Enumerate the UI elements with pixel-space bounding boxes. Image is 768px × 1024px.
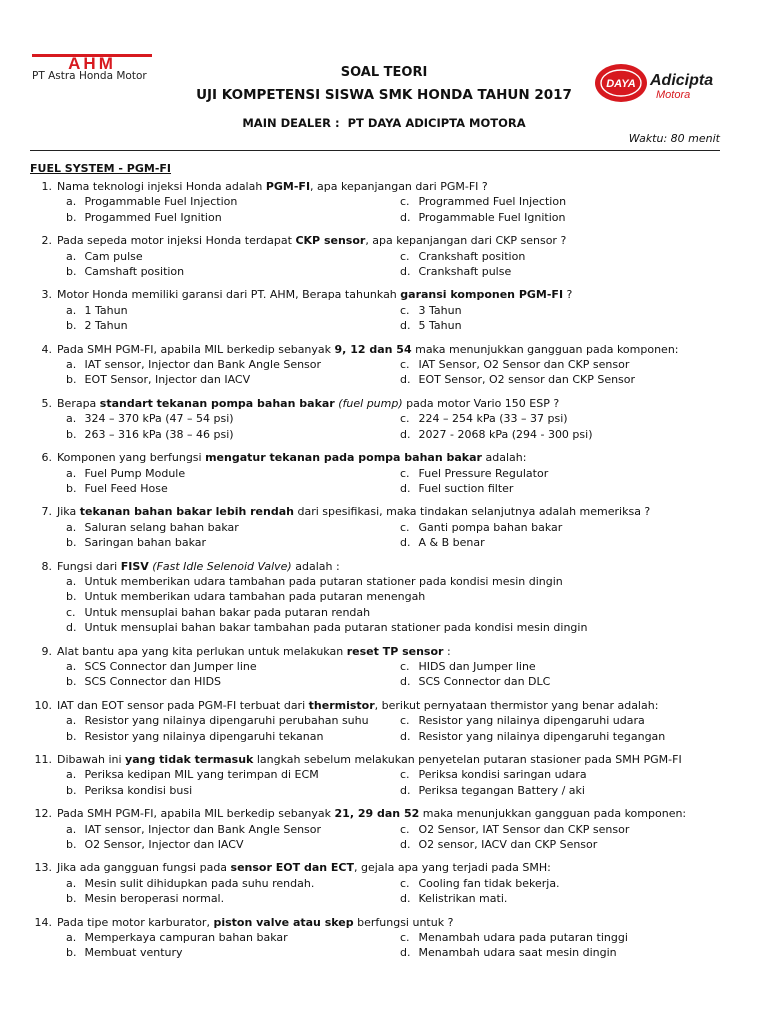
question-segment: Pada tipe motor karburator, [57,915,214,929]
answer-option [400,674,700,689]
question-text [30,504,730,519]
option-letter: b. [66,675,77,689]
question-text [30,287,730,302]
question-segment: maka menunjukkan gangguan pada komponen: [419,807,687,821]
option-letter: b. [66,729,77,743]
option-text: HIDS dan Jumper line [415,659,536,673]
question-text [30,450,730,465]
option-letter: a. [66,659,77,673]
option-text: Memperkaya campuran bahan bakar [81,931,288,945]
question-text [30,233,730,248]
question-number: 1. [41,180,52,193]
answer-option [400,713,700,728]
option-letter: c. [400,659,410,673]
answer-option [400,318,700,333]
question-keyword: reset TP sensor [346,644,444,658]
answer-option [66,520,400,535]
question-item [30,806,730,852]
answer-option [66,589,700,604]
option-letter: c. [400,768,410,782]
question-keyword: thermistor [308,698,375,712]
option-text: Fuel Pressure Regulator [415,466,549,480]
question-segment: berfungsi untuk ? [353,915,454,929]
question-text [30,752,730,767]
option-text: SCS Connector dan Jumper line [81,659,257,673]
option-letter: d. [400,319,411,333]
question-item [30,233,730,279]
question-segment: maka menunjukkan gangguan pada komponen: [411,342,679,356]
answer-options [66,930,730,961]
answer-option [400,535,700,550]
answer-option [66,194,400,209]
answer-option [400,194,700,209]
option-letter: d. [400,481,411,495]
question-segment: Jika ada gangguan fungsi pada [57,861,231,875]
option-letter: a. [66,412,77,426]
option-text: Fuel Pump Module [81,466,186,480]
answer-option [66,605,700,620]
option-text: Camshaft position [81,265,185,279]
ahm-subtitle: PT Astra Honda Motor [32,70,147,82]
question-item [30,396,730,442]
question-item [30,644,730,690]
option-text: Saluran selang bahan bakar [81,520,239,534]
question-segment: adalah: [481,451,527,465]
question-text [30,559,730,574]
answer-option [66,427,400,442]
answer-option [400,767,700,782]
answer-options [66,659,730,690]
option-text: Progammable Fuel Ignition [415,210,566,224]
option-text: Periksa kedipan MIL yang terimpan di ECM [81,768,319,782]
question-italic-term: (fuel pump) [338,396,403,410]
question-segment: , gejala apa yang terjadi pada SMH: [354,861,551,875]
option-text: Resistor yang nilainya dipengaruhi udara [415,714,645,728]
answer-option [66,481,400,496]
option-text: Ganti pompa bahan bakar [415,520,563,534]
question-item [30,860,730,906]
question-keyword: 21, 29 dan 52 [334,807,420,821]
question-number: 8. [41,559,52,573]
option-letter: d. [400,427,411,441]
ahm-logo-text: AHM [68,54,116,73]
option-letter: b. [66,892,77,906]
question-segment: IAT dan EOT sensor pada PGM-FI terbuat dari [57,698,309,712]
option-letter: a. [66,466,77,480]
option-text: O2 Sensor, Injector dan IACV [81,838,244,852]
option-text: IAT Sensor, O2 Sensor dan CKP sensor [415,358,630,372]
option-letter: d. [400,946,411,960]
answer-option [400,210,700,225]
option-letter: c. [400,520,410,534]
question-text [30,179,730,194]
option-text: Periksa kondisi busi [81,783,193,797]
question-keyword: mengatur tekanan pada pompa bahan bakar [205,451,482,465]
answer-option [400,822,700,837]
question-italic-term: (Fast Idle Selenoid Valve) [152,559,292,573]
answer-option [400,427,700,442]
answer-option [66,729,400,744]
option-text: 2027 - 2068 kPa (294 - 300 psi) [415,427,593,441]
answer-option [66,210,400,225]
answer-options [66,303,730,334]
question-segment: Alat bantu apa yang kita perlukan untuk melakukan [57,644,347,658]
option-letter: a. [66,931,77,945]
option-letter: c. [400,303,410,317]
option-letter: b. [66,427,77,441]
question-number: 5. [41,396,52,410]
answer-options [66,357,730,388]
question-text [30,396,730,411]
answer-option [66,837,400,852]
question-segment: , berikut pernyataan thermistor yang benar adalah: [374,698,659,712]
question-number: 11. [34,753,52,766]
option-letter: b. [66,590,77,604]
question-number: 4. [41,342,52,356]
answer-option [66,574,700,589]
answer-options [66,767,730,798]
question-text [30,860,730,875]
option-text: Crankshaft position [415,249,526,263]
option-letter: d. [66,621,77,635]
option-text: Crankshaft pulse [415,265,512,279]
answer-option [66,822,400,837]
answer-option [400,264,700,279]
option-letter: b. [66,838,77,852]
option-text: Mesin beroperasi normal. [81,892,225,906]
answer-option [400,411,700,426]
motora-logo-text: Motora [656,89,691,101]
option-text: Untuk memberikan udara tambahan pada putaran menengah [81,590,426,604]
answer-option [66,372,400,387]
answer-options [66,411,730,442]
question-keyword: garansi komponen PGM-FI [400,288,564,302]
answer-option [66,674,400,689]
option-text: Fuel suction filter [415,481,514,495]
answer-option [66,264,400,279]
question-keyword: tekanan bahan bakar lebih rendah [79,505,294,519]
question-keyword: sensor EOT dan ECT [230,861,354,875]
answer-options [66,574,730,636]
option-letter: c. [400,249,410,263]
option-letter: b. [66,210,77,224]
question-keyword: CKP sensor [295,234,366,248]
option-text: 5 Tahun [415,319,462,333]
answer-option [66,876,400,891]
question-segment: , apa kepanjangan dari PGM-FI ? [310,180,488,193]
question-text [30,806,730,821]
question-item [30,915,730,961]
option-letter: d. [400,210,411,224]
answer-option [66,713,400,728]
question-keyword: 9, 12 dan 54 [334,342,412,356]
option-text: Kelistrikan mati. [415,892,508,906]
question-number: 14. [34,915,52,929]
option-letter: b. [66,481,77,495]
option-letter: d. [400,675,411,689]
option-text: 3 Tahun [415,303,462,317]
question-number: 3. [41,288,52,302]
question-keyword: yang tidak termasuk [125,753,254,766]
option-text: Saringan bahan bakar [81,536,207,550]
question-number: 6. [41,451,52,465]
option-letter: a. [66,358,77,372]
answer-option [66,945,400,960]
option-letter: a. [66,195,77,209]
question-text [30,915,730,930]
option-letter: c. [400,714,410,728]
main-dealer-value: PT DAYA ADICIPTA MOTORA [347,116,526,130]
question-number: 13. [34,861,52,875]
question-segment: adalah : [291,559,340,573]
option-text: Progammable Fuel Injection [81,195,238,209]
option-text: Resistor yang nilainya dipengaruhi tegangan [415,729,666,743]
question-item [30,450,730,496]
option-text: Cooling fan tidak bekerja. [415,876,560,890]
question-segment: Dibawah ini [57,753,126,766]
option-text: O2 Sensor, IAT Sensor dan CKP sensor [415,822,630,836]
answer-option [66,411,400,426]
header-divider [30,150,720,151]
section-title: FUEL SYSTEM - PGM-FI [30,162,172,175]
option-text: IAT sensor, Injector dan Bank Angle Sensor [81,822,322,836]
option-text: 263 – 316 kPa (38 – 46 psi) [81,427,234,441]
answer-option [400,876,700,891]
time-limit: Waktu: 80 menit [628,132,720,145]
answer-option [66,535,400,550]
option-text: EOT Sensor, O2 sensor dan CKP Sensor [415,373,636,387]
option-text: SCS Connector dan HIDS [81,675,222,689]
option-text: EOT Sensor, Injector dan IACV [81,373,251,387]
answer-option [400,930,700,945]
option-text: Menambah udara saat mesin dingin [415,946,617,960]
option-text: 324 – 370 kPa (47 – 54 psi) [81,412,234,426]
option-text: Progammed Fuel Ignition [81,210,222,224]
question-item [30,179,730,225]
option-letter: a. [66,768,77,782]
answer-option [66,620,700,635]
question-segment: pada motor Vario 150 ESP ? [402,396,560,410]
option-text: SCS Connector dan DLC [415,675,551,689]
option-text: IAT sensor, Injector dan Bank Angle Sensor [81,358,322,372]
question-list [30,179,730,969]
question-keyword: FISV [120,559,149,573]
option-text: Periksa kondisi saringan udara [415,768,587,782]
option-letter: b. [66,319,77,333]
adicipta-logo-text: Adicipta [650,72,714,89]
option-letter: d. [400,536,411,550]
question-segment: Pada sepeda motor injeksi Honda terdapat [57,234,296,248]
question-segment: Nama teknologi injeksi Honda adalah [57,180,266,193]
question-number: 9. [41,644,52,658]
option-letter: a. [66,574,77,588]
question-segment: Pada SMH PGM-FI, apabila MIL berkedip sebanyak [57,342,335,356]
title-soal-teori: SOAL TEORI [340,65,428,80]
option-text: Resistor yang nilainya dipengaruhi tekanan [81,729,324,743]
option-letter: a. [66,303,77,317]
question-item [30,504,730,550]
option-text: O2 sensor, IACV dan CKP Sensor [415,838,598,852]
question-segment: : [443,644,451,658]
option-text: 1 Tahun [81,303,128,317]
question-segment: langkah sebelum melakukan penyetelan putaran stasioner pada SMH PGM-FI [253,753,682,766]
option-text: Membuat ventury [81,946,183,960]
question-text [30,698,730,713]
answer-option [66,783,400,798]
answer-option [66,303,400,318]
answer-option [66,930,400,945]
option-letter: c. [400,358,410,372]
question-text [30,644,730,659]
answer-options [66,194,730,225]
question-segment: dari spesifikasi, maka tindakan selanjutnya adalah memeriksa ? [293,505,651,519]
question-number: 2. [41,234,52,248]
answer-option [400,945,700,960]
answer-option [400,466,700,481]
answer-option [66,357,400,372]
question-segment: Pada SMH PGM-FI, apabila MIL berkedip sebanyak [57,807,335,821]
answer-option [400,481,700,496]
option-letter: d. [400,265,411,279]
option-letter: b. [66,373,77,387]
answer-option [66,659,400,674]
option-letter: d. [400,838,411,852]
question-item [30,698,730,744]
answer-option [400,372,700,387]
option-letter: c. [400,466,410,480]
option-letter: c. [400,876,410,890]
option-text: Menambah udara pada putaran tinggi [415,931,628,945]
option-letter: d. [400,892,411,906]
option-letter: c. [66,605,76,619]
question-number: 12. [34,807,52,821]
answer-option [66,318,400,333]
question-item [30,559,730,636]
question-item [30,752,730,798]
option-letter: c. [400,931,410,945]
option-letter: c. [400,195,410,209]
option-text: A & B benar [415,536,485,550]
option-text: 2 Tahun [81,319,128,333]
option-letter: d. [400,373,411,387]
option-text: Mesin sulit dihidupkan pada suhu rendah. [81,876,315,890]
question-segment: Jika [57,505,80,519]
option-text: Fuel Feed Hose [81,481,168,495]
main-dealer-label: MAIN DEALER : [242,116,340,130]
option-text: Programmed Fuel Injection [415,195,567,209]
answer-option [66,891,400,906]
answer-option [400,357,700,372]
question-segment: Fungsi dari [57,559,121,573]
option-letter: a. [66,714,77,728]
title-uji-kompetensi: UJI KOMPETENSI SISWA SMK HONDA TAHUN 2017 [196,87,572,103]
question-segment: Motor Honda memiliki garansi dari PT. AHM, Berapa tahunkah [57,288,401,302]
answer-option [400,891,700,906]
option-letter: a. [66,520,77,534]
option-text: Cam pulse [81,249,143,263]
answer-options [66,822,730,853]
option-letter: b. [66,946,77,960]
option-text: Untuk memberikan udara tambahan pada putaran stationer pada kondisi mesin dingin [81,574,563,588]
option-text: Untuk mensuplai bahan bakar tambahan pada putaran stationer pada kondisi mesin dingin [81,621,588,635]
option-letter: d. [400,783,411,797]
question-segment: Berapa [57,396,100,410]
question-segment: , apa kepanjangan dari CKP sensor ? [365,234,567,248]
answer-option [66,767,400,782]
option-letter: a. [66,249,77,263]
answer-options [66,249,730,280]
daya-adicipta-logo [594,58,754,108]
option-letter: a. [66,822,77,836]
answer-option [400,659,700,674]
question-item [30,287,730,333]
option-letter: b. [66,783,77,797]
question-segment: Komponen yang berfungsi [57,451,206,465]
answer-option [400,729,700,744]
answer-option [66,249,400,264]
answer-options [66,520,730,551]
question-keyword: piston valve atau skep [213,915,354,929]
option-letter: b. [66,265,77,279]
question-text [30,342,730,357]
question-number: 10. [34,698,52,712]
option-letter: a. [66,876,77,890]
option-letter: c. [400,822,410,836]
answer-options [66,876,730,907]
answer-option [66,466,400,481]
question-segment: ? [563,288,573,302]
option-text: 224 – 254 kPa (33 – 37 psi) [415,412,568,426]
answer-option [400,249,700,264]
option-letter: c. [400,412,410,426]
question-keyword: standart tekanan pompa bahan bakar [99,396,335,410]
option-text: Untuk mensuplai bahan bakar pada putaran rendah [81,605,371,619]
option-text: Resistor yang nilainya dipengaruhi perubahan suhu [81,714,369,728]
option-letter: b. [66,536,77,550]
question-number: 7. [41,505,52,519]
option-letter: d. [400,729,411,743]
answer-options [66,713,730,744]
answer-option [400,783,700,798]
question-item [30,342,730,388]
daya-logo-text: DAYA [606,78,636,90]
option-text: Periksa tegangan Battery / aki [415,783,585,797]
question-keyword: PGM-FI [265,180,311,193]
answer-options [66,466,730,497]
answer-option [400,303,700,318]
answer-option [400,837,700,852]
answer-option [400,520,700,535]
